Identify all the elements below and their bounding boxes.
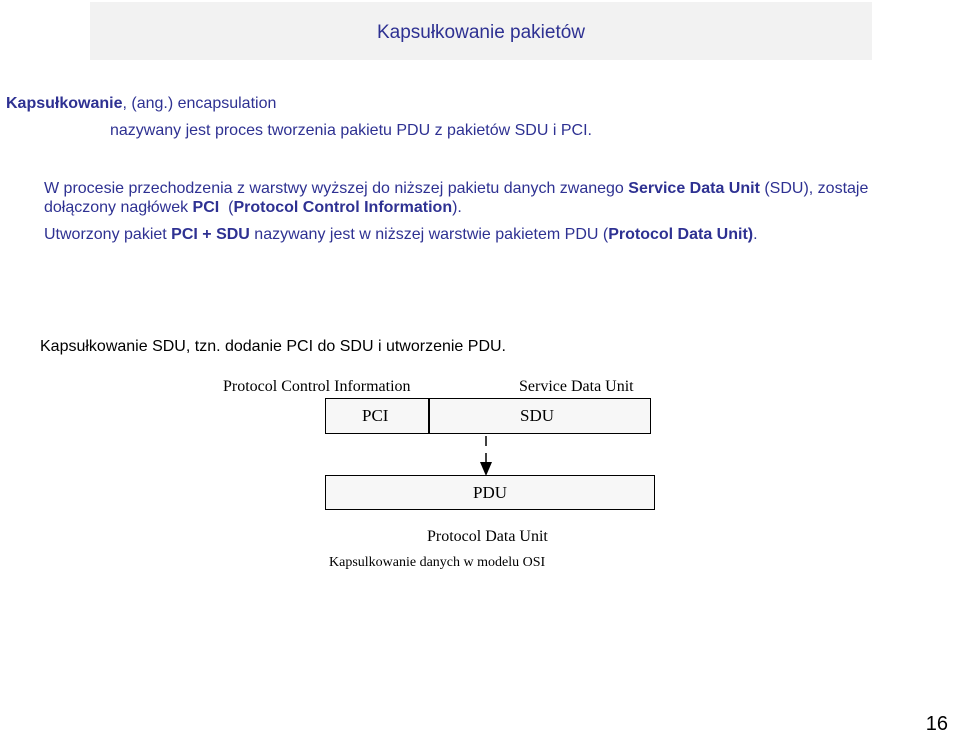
- p1-sdu-full: Service Data Unit: [628, 180, 760, 197]
- p1-part2: (SDU), zostaje: [759, 180, 869, 197]
- figure-caption: Kapsulkowanie danych w modelu OSI: [329, 555, 546, 570]
- p1-pci: PCI: [192, 199, 220, 216]
- pci-box-label: PCI: [362, 406, 389, 425]
- pci-sdu-box: [325, 398, 651, 434]
- p2-part3: .: [753, 226, 758, 243]
- intro-line: [6, 95, 276, 113]
- intro-term-rest: , (ang.) encapsulation: [122, 95, 277, 112]
- p1-part5: ).: [452, 199, 462, 216]
- p1-part3: dołączony nagłówek: [44, 199, 193, 216]
- diagram-caption: Kapsułkowanie SDU, tzn. dodanie PCI do SDU i utworzenie PDU.: [40, 338, 506, 355]
- p1-part4: (: [219, 199, 234, 216]
- intro-definition: nazywany jest proces tworzenia pakietu PDU z pakietów SDU i PCI.: [110, 122, 592, 139]
- p2-pdu-full: Protocol Data Unit): [608, 226, 754, 243]
- p1-pci-full: Protocol Control Information: [233, 199, 453, 216]
- p2-part1: Utworzony pakiet: [44, 226, 172, 243]
- pci-label: Protocol Control Information: [223, 378, 411, 395]
- p2-part2: nazywany jest w niższej warstwie pakietem PDU (: [249, 226, 609, 243]
- page-title: Kapsułkowanie pakietów: [376, 22, 586, 43]
- sdu-label: Service Data Unit: [519, 378, 634, 395]
- down-arrow-icon: [476, 436, 496, 478]
- pdu-box-label: PDU: [473, 483, 508, 502]
- p1-part1: W procesie przechodzenia z warstwy wyższej do niższej pakietu danych zwanego: [44, 180, 629, 197]
- intro-term: Kapsułkowanie: [6, 95, 123, 112]
- paragraph1-line1: [44, 180, 868, 198]
- box-divider: [428, 399, 430, 433]
- paragraph1-line2: [44, 199, 462, 217]
- p2-pci-sdu: PCI + SDU: [171, 226, 250, 243]
- sdu-box-label: SDU: [520, 406, 555, 425]
- paragraph2: [44, 226, 758, 244]
- pdu-label: Protocol Data Unit: [427, 528, 548, 545]
- page-number: 16: [925, 713, 948, 735]
- pdu-box: [325, 475, 655, 510]
- title-bar: [90, 2, 872, 60]
